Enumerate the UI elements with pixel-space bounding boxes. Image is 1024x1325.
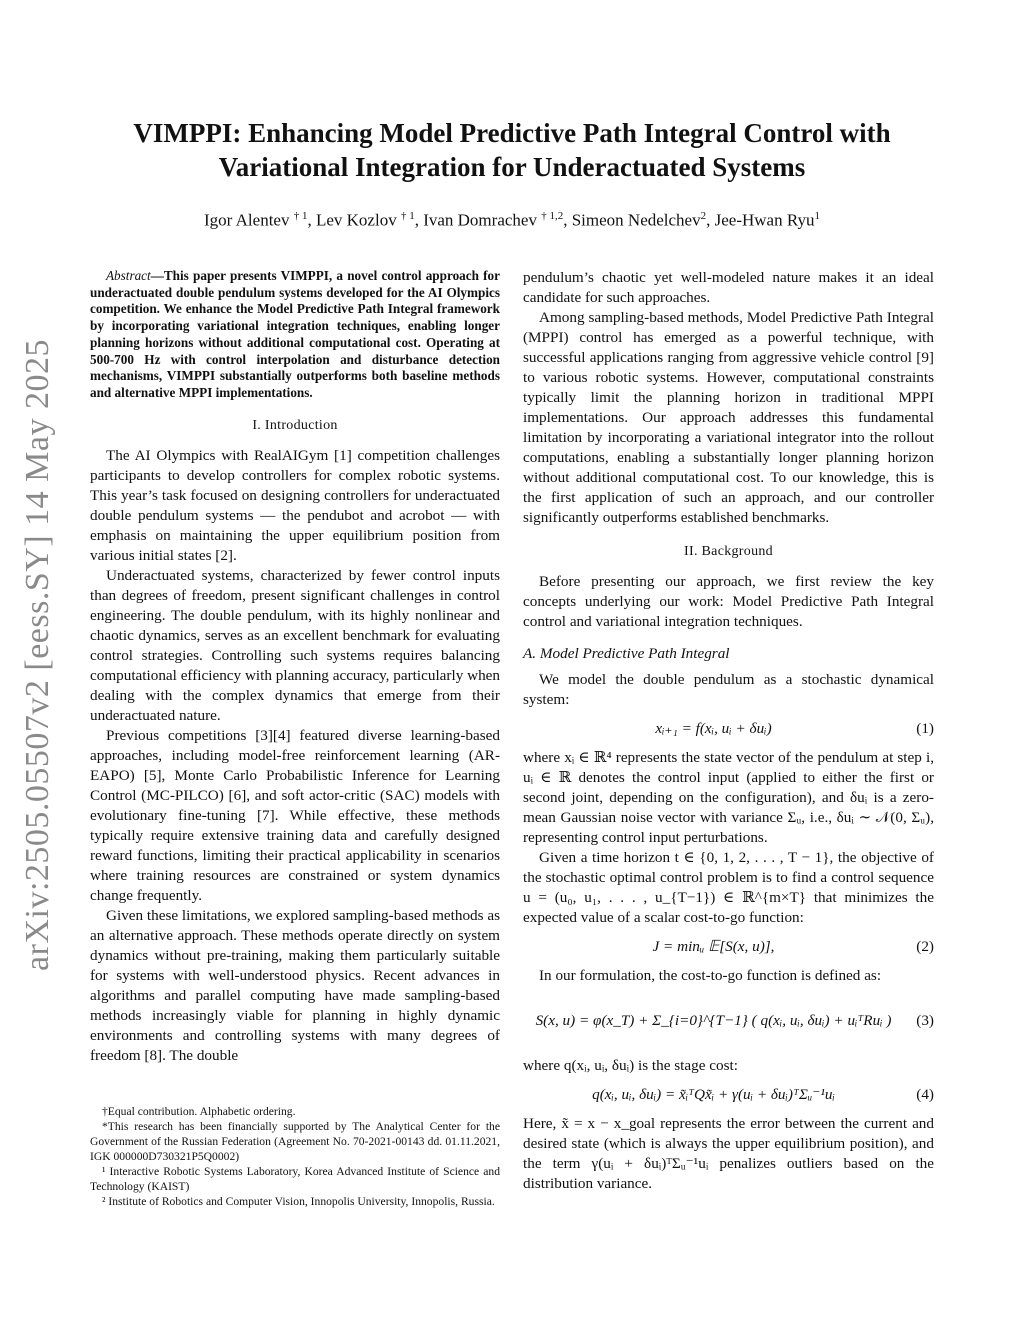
intro-paragraph-1: The AI Olympics with RealAIGym [1] competition challenges participants to develop controllers for complex robotic systems. This year’s task focused on designing controllers for underactuated double pendulum systems — the pendubot and acrobot — with emphasis on maintaining the upper equilibrium position from various initial states [2].	[90, 446, 500, 564]
author-affiliation: 1	[814, 210, 820, 222]
footnotes	[90, 1104, 500, 1209]
background-paragraph-3: where xᵢ ∈ ℝ⁴ represents the state vector of the pendulum at step i, uᵢ ∈ ℝ denotes the control input (applied to either the first or second joint, depending on the configuration), and δuᵢ is a zero-mean Gaussian noise vector with variance Σᵤ, i.e., δuᵢ ∼ 𝒩(0, Σᵤ), representing control input perturbations.	[523, 749, 934, 846]
author-affiliation: † 1	[293, 210, 308, 222]
intro-paragraph-4: Given these limitations, we explored sampling-based methods as an alternative approach. These methods operate directly on system dynamics without pre-training, making them particularly suitable for systems with well-understood physics. Recent advances in algorithms and parallel computing have made sampling-based methods increasingly viable for planning in highly dynamic environments and controlling systems with many degrees of freedom [8]. The double	[90, 906, 500, 1064]
equation-4	[523, 1082, 934, 1108]
equation-1	[523, 716, 934, 742]
equation-2-number: (2)	[916, 938, 934, 955]
equation-1-body: xᵢ₊₁ = f(xᵢ, uᵢ + δuᵢ)	[655, 720, 772, 737]
abstract-dash: —	[150, 268, 164, 283]
right-paragraph-1: pendulum’s chaotic yet well-modeled nature makes it an ideal candidate for such approaches.	[523, 269, 934, 306]
author-affiliation: † 1,2	[541, 210, 564, 222]
right-column	[523, 268, 934, 1194]
equation-3-body: S(x, u) = φ(x_T) + Σ_{i=0}^{T−1} ( q(xᵢ, uᵢ, δuᵢ) + uᵢᵀRuᵢ )	[535, 1012, 892, 1029]
background-paragraph-6: where q(xᵢ, uᵢ, δuᵢ) is the stage cost:	[523, 1057, 738, 1074]
abstract	[90, 268, 500, 402]
background-paragraph-2: We model the double pendulum as a stochastic dynamical system:	[523, 671, 934, 708]
background-heading: II. Background	[684, 544, 773, 559]
background-paragraph-7: Here, x̃ = x − x_goal represents the error between the current and desired state (which is always the upper equilibrium position), and the term γ(uᵢ + δuᵢ)ᵀΣᵤ⁻¹uᵢ penalizes outliers based on the distribution variance.	[523, 1115, 934, 1192]
footnote-affiliation-2: ² Institute of Robotics and Computer Vision, Innopolis University, Innopolis, Russia.	[102, 1195, 495, 1208]
background-paragraph-4: Given a time horizon t ∈ {0, 1, 2, . . . , T − 1}, the objective of the stochastic optimal control problem is to find a control sequence u = (u₀, u₁, . . . , u_{T−1}) ∈ ℝ^{m×T} that minimizes the expected value of a scalar cost-to-go function:	[523, 849, 934, 926]
equation-3	[523, 992, 934, 1050]
footnote-equal-contribution: †Equal contribution. Alphabetic ordering.	[102, 1105, 296, 1118]
equation-1-number: (1)	[916, 720, 934, 737]
footnote-funding: *This research has been financially supported by The Analytical Center for the Government of the Russian Federation (Agreement No. 70-2021-00143 dd. 01.11.2021, IGK 000000D730321P5Q0002)	[90, 1120, 500, 1163]
arxiv-sidebar-stamp	[8, 330, 68, 980]
abstract-label: Abstract	[106, 268, 151, 283]
intro-paragraph-2: Underactuated systems, characterized by fewer control inputs than degrees of freedom, present significant challenges in control engineering. The double pendulum, with its highly nonlinear and chaotic dynamics, serves as an excellent benchmark for evaluating control strategies. Controlling such systems requires balancing computational efficiency with planning accuracy, particularly when dealing with the complex dynamics that emerge from their underactuated nature.	[90, 566, 500, 724]
equation-4-number: (4)	[916, 1086, 934, 1103]
title-line-2: Variational Integration for Underactuated Systems	[218, 152, 806, 182]
author-affiliation: 2	[700, 210, 707, 222]
background-paragraph-5: In our formulation, the cost-to-go function is defined as:	[539, 967, 882, 984]
author-name: Jee-Hwan Ryu	[714, 210, 815, 230]
equation-2	[523, 934, 934, 960]
background-paragraph-1: Before presenting our approach, we first review the key concepts underlying our work: Model Predictive Path Integral control and variational integration techniques.	[523, 573, 934, 630]
author-name: Simeon Nedelchev	[571, 210, 701, 230]
equation-2-body: J = minᵤ 𝔼[S(x, u)],	[652, 938, 775, 955]
arxiv-id: arXiv:2505.05507v2 [eess.SY] 14 May 2025	[19, 339, 56, 971]
abstract-text: This paper presents VIMPPI, a novel control approach for underactuated double pendulum systems developed for the AI Olympics competition. We enhance the Model Predictive Path Integral framework by incorporating variational integration techniques, enabling longer planning horizons without additional computational cost. Operating at 500-700 Hz with control interpolation and disturbance detection mechanisms, VIMPPI substantially outperforms both baseline methods and alternative MPPI implementations.	[90, 268, 500, 400]
paper-title	[90, 116, 934, 184]
intro-heading: I. Introduction	[252, 417, 338, 433]
equation-3-number: (3)	[916, 1012, 934, 1029]
equation-4-body: q(xᵢ, uᵢ, δuᵢ) = x̃ᵢᵀQx̃ᵢ + γ(uᵢ + δuᵢ)ᵀΣᵤ⁻¹uᵢ	[592, 1086, 835, 1103]
subsection-heading-mppi: A. Model Predictive Path Integral	[523, 645, 730, 662]
footnote-affiliation-1: ¹ Interactive Robotic Systems Laboratory, Korea Advanced Institute of Science and Technology (KAIST)	[90, 1165, 500, 1193]
author-list: Igor Alentev $^{\dagger 1}$, Lev Kozlov $^{\dagger 1}$, Ivan Domrachev $^{\dagger 1,2}$, Simeon Nedelchev$^2$, Jee-Hwan Ryu$^1$	[204, 210, 820, 230]
author-name: Ivan Domrachev	[423, 210, 537, 230]
left-column	[90, 268, 500, 1066]
right-paragraph-2: Among sampling-based methods, Model Predictive Path Integral (MPPI) control has emerged as a powerful technique, with successful applications ranging from aggressive vehicle control [9] to various robotic systems. However, computational constraints typically limit the planning horizon in traditional MPPI implementations. Our approach addresses this fundamental limitation by incorporating a variational integrator into the rollout computations, enabling a substantially longer planning horizon without additional computational cost. To our knowledge, this is the first application of such an approach, and our controller significantly outperforms established benchmarks.	[523, 309, 934, 526]
author-affiliation: † 1	[400, 210, 415, 222]
intro-paragraph-3: Previous competitions [3][4] featured diverse learning-based approaches, including model-free reinforcement learning (AR-EAPO) [5], Monte Carlo Probabilistic Inference for Learning Control (MC-PILCO) [6], and soft actor-critic (SAC) models with evolutionary fine-tuning [7]. While effective, these methods typically require extensive training data and carefully designed reward functions, limiting their practical applicability in scenarios where training resources are constrained or system dynamics change frequently.	[90, 726, 500, 904]
title-line-1: VIMPPI: Enhancing Model Predictive Path Integral Control with	[133, 118, 891, 148]
author-name: Igor Alentev	[204, 210, 290, 230]
author-name: Lev Kozlov	[315, 210, 397, 230]
